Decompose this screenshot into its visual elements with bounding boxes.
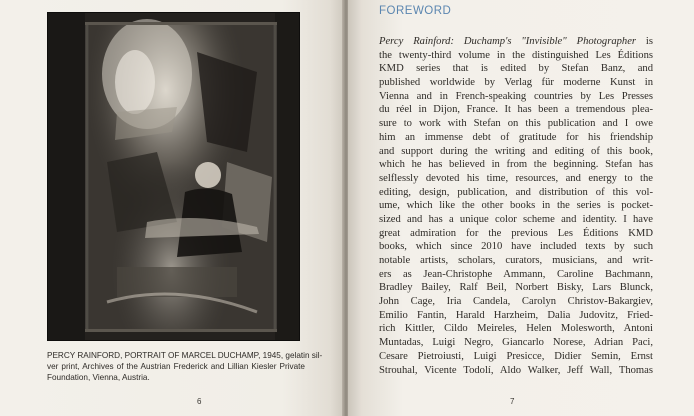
body-line-fragment: is (636, 36, 653, 47)
body-line: sure to work with Stefan on this publication and I owe (379, 118, 653, 130)
body-line: him an immense debt of gratitude for his friendship (379, 131, 653, 143)
body-line: Strouhal, Vicente Todolí, Aldo Walker, Jeff Wall, Thomas (379, 364, 653, 376)
page-number-right: 7 (510, 397, 515, 406)
book-title-italic: Percy Rainford: Duchamp's "Invisible" Photographer (379, 36, 637, 47)
body-line: the twenty-third volume in the distinguished Les Éditions (379, 49, 653, 61)
foreword-body (379, 35, 653, 377)
body-line: rich Kittler, Cildo Meireles, Helen Molesworth, Antoni (379, 323, 653, 335)
body-line: editing, design, publication, and distribution of this vol- (379, 186, 653, 198)
body-line: John Cage, Iria Candela, Carolyn Christov-Bakargiev, (379, 296, 653, 308)
body-line: Emilio Fantin, Harald Harzheim, Dalia Judovitz, Fried- (379, 309, 653, 321)
photo-caption (47, 350, 323, 384)
body-line: ume, which like the other books in the series is pocket- (379, 200, 653, 212)
body-line: which he has believed in from the beginning. Stefan has (379, 159, 653, 171)
body-line: sized and has a unique color scheme and identity. I have (379, 213, 653, 225)
section-heading: FOREWORD (379, 5, 452, 17)
body-line: ers as Jean-Christophe Ammann, Caroline Bachmann, (379, 268, 653, 280)
right-page (348, 0, 694, 416)
body-line: Vienna and in French-speaking countries by Les Presses (379, 90, 653, 102)
body-line: Muntadas, Luigi Negro, Giancarlo Norese, Adrian Paci, (379, 337, 653, 349)
body-line-first (379, 35, 653, 49)
body-line: books, which since 2010 have included texts by such (379, 241, 653, 253)
body-line: and support during the writing and editing of this book, (379, 145, 653, 157)
caption-line: Foundation, Vienna, Austria. (47, 373, 150, 383)
body-line: published worldwide by Verlag für moderne Kunst in (379, 77, 653, 89)
photo-illustration (47, 12, 300, 341)
body-line: Cesare Pietroiusti, Luigi Presicce, Didier Semin, Ernst (379, 350, 653, 362)
page-number-left: 6 (197, 397, 202, 406)
caption-line: PERCY RAINFORD, PORTRAIT OF MARCEL DUCHAMP, 1945, gelatin sil- (47, 351, 323, 360)
body-line: notable artists, scholars, curators, musicians, and writ- (379, 255, 653, 266)
body-line: great admiration for the previous Les Éditions KMD (379, 227, 653, 239)
body-line: Bradley Bailey, Ralf Beil, Norbert Bisky, Lars Blunck, (379, 282, 653, 294)
duchamp-portrait-photo (47, 12, 300, 341)
body-line: du réel in Dijon, France. It has been a tremendous plea- (379, 104, 653, 116)
body-line: KMD series that is edited by Stefan Banz, and (379, 63, 653, 75)
left-page (0, 0, 344, 416)
body-line: selflessly devoted his time, resources, and energy to the (379, 172, 653, 184)
caption-line: ver print, Archives of the Austrian Frederick and Lillian Kiesler Private (47, 362, 305, 372)
